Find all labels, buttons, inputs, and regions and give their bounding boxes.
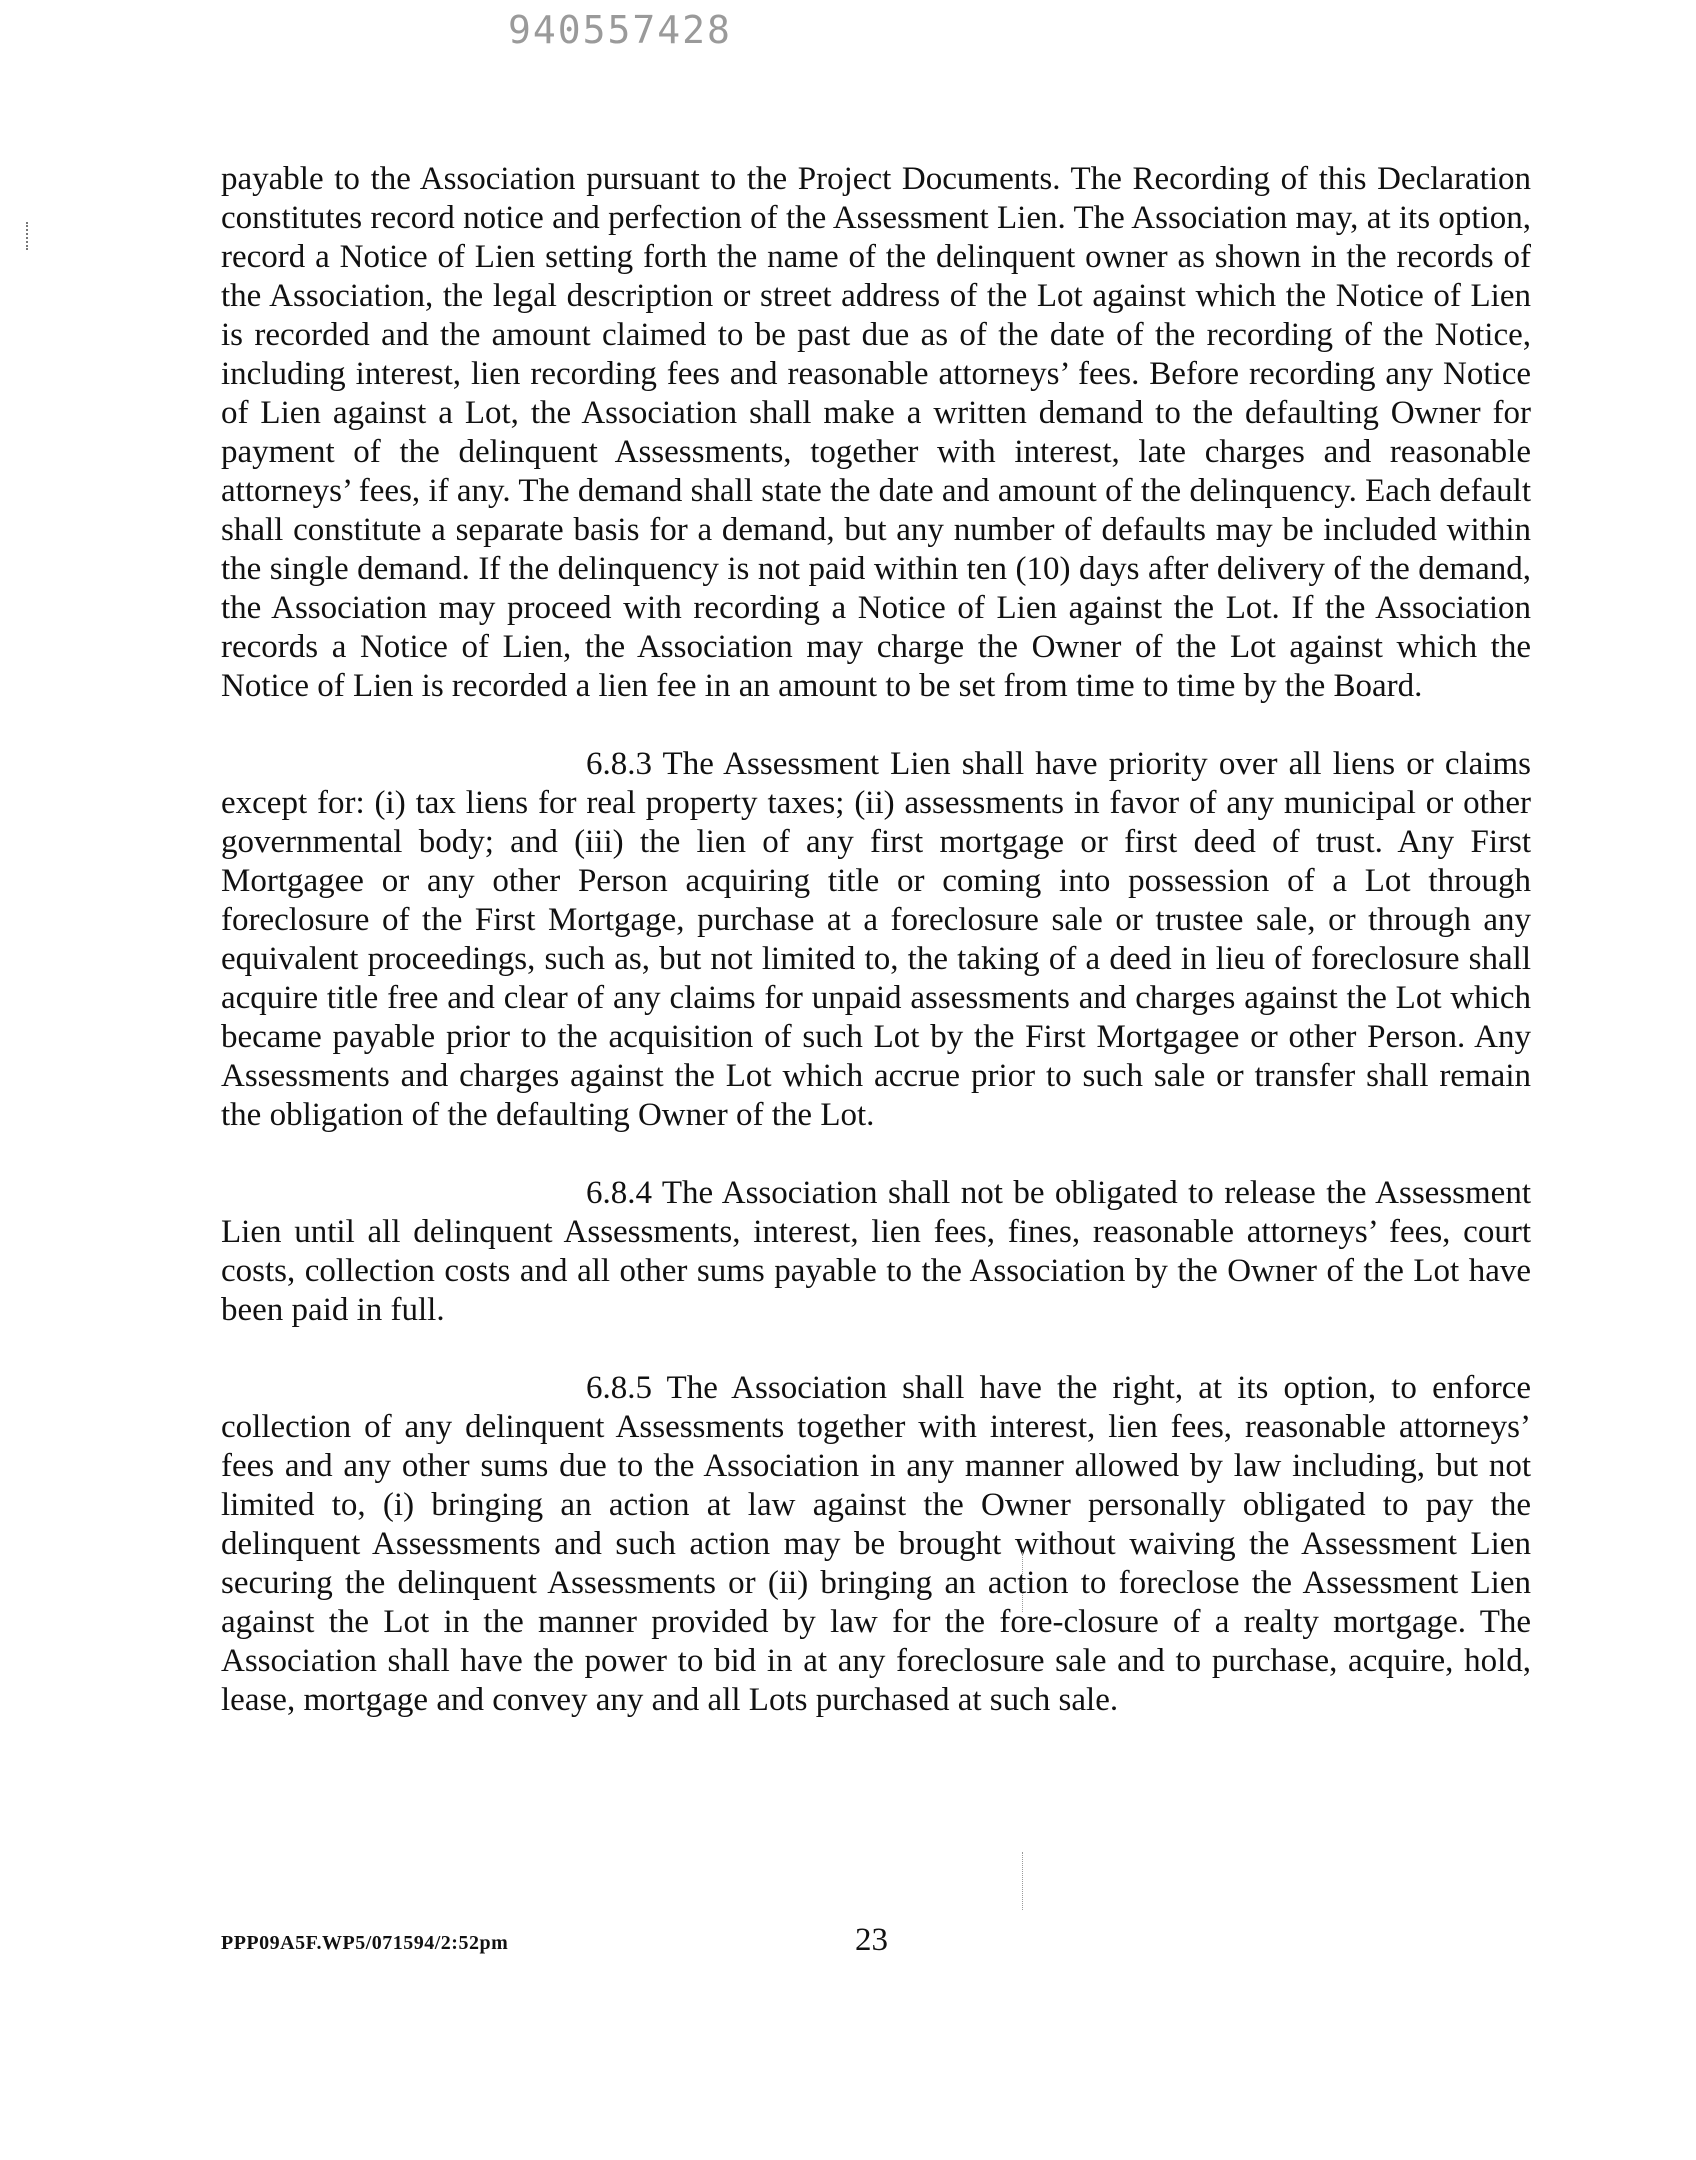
document-body (221, 160, 1531, 1720)
page-number: 23 (855, 1922, 888, 1958)
margin-scan-mark (26, 222, 32, 250)
paragraph-6-8-4: 6.8.4 The Association shall not be obligated to release the Assessment Lien until all delinquent Assessments, interest, lien fees, fines, reasonable attorneys’ fees, court costs, collection costs and all other sums payable to the Association by the Owner of the Lot have been paid in full. (221, 1175, 1531, 1328)
scan-artifact-line (1022, 1852, 1023, 1910)
paragraph-6-8-3: 6.8.3 The Assessment Lien shall have priority over all liens or claims except for: (i) tax liens for real property taxes; (ii) assessments in favor of any municipal or other governmental body; and (iii) the lien of any first mortgage or first deed of trust. Any First Mortgagee or any other Person acquiring title or coming into possession of a Lot through foreclosure of the First Mortgage, purchase at a foreclosure sale or trustee sale, or through any equivalent proceedings, such as, but not limited to, the taking of a deed in lieu of foreclosure shall acquire title free and clear of any claims for unpaid assessments and charges against the Lot which became payable prior to the acquisition of such Lot by the First Mortgagee or other Person. Any Assessments and charges against the Lot which accrue prior to such sale or transfer shall remain the obligation of the defaulting Owner of the Lot. (221, 746, 1531, 1133)
paragraph-assessment-lien-notice: payable to the Association pursuant to the Project Documents. The Recording of this Declaration constitutes record notice and perfection of the Assessment Lien. The Association may, at its option, record a Notice of Lien setting forth the name of the delinquent owner as shown in the records of the Association, the legal description or street address of the Lot against which the Notice of Lien is recorded and the amount claimed to be past due as of the date of the recording of the Notice, including interest, lien recording fees and reasonable attorneys’ fees. Before recording any Notice of Lien against a Lot, the Association shall make a written demand to the defaulting Owner for payment of the delinquent Assessments, together with interest, late charges and reasonable attorneys’ fees, if any. The demand shall state the date and amount of the delinquency. Each default shall constitute a separate basis for a demand, but any number of defaults may be included within the single demand. If the delinquency is not paid within ten (10) days after delivery of the demand, the Association may proceed with recording a Notice of Lien against the Lot. If the Association records a Notice of Lien, the Association may charge the Owner of the Lot against which the Notice of Lien is recorded a lien fee in an amount to be set from time to time by the Board. (221, 161, 1531, 704)
scan-artifact-line (1022, 1552, 1023, 1612)
footer-file-code: PPP09A5F.WP5/071594/2:52pm (221, 1932, 509, 1954)
paragraph-6-8-5: 6.8.5 The Association shall have the right, at its option, to enforce collection of any delinquent Assessments together with interest, lien fees, reasonable attorneys’ fees and any other sums due to the Association in any manner allowed by law including, but not limited to, (i) bringing an action at law against the Owner personally obligated to pay the delinquent Assessments and such action may be brought without waiving the Assessment Lien securing the delinquent Assessments or (ii) bringing an action to foreclose the Assessment Lien against the Lot in the manner provided by law for the fore-closure of a realty mortgage. The Association shall have the power to bid in at any foreclosure sale and to purchase, acquire, hold, lease, mortgage and convey any and all Lots purchased at such sale. (221, 1370, 1531, 1718)
document-id-stamp: 940557428 (508, 8, 732, 52)
